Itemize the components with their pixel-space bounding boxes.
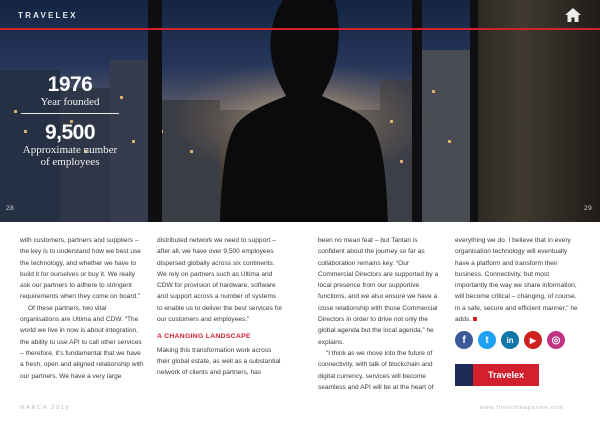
column-3 — [318, 235, 444, 393]
stat-label-line1: Approximate number — [22, 144, 118, 156]
column-4 — [455, 235, 583, 325]
linkedin-icon[interactable]: in — [501, 331, 519, 349]
paragraph: Of these partners, two vital organisations are Ultima and CDW. “The world we live in now is about integration, the ability to use API to call other services – therefore, it’s fundamental that we have a fresh, open and aligned relationship with our partners. We have a very large — [20, 304, 144, 380]
header-rule — [0, 28, 600, 30]
page-number-right: 29 — [584, 205, 593, 212]
column-2 — [157, 235, 283, 379]
section-heading: A CHANGING LANDSCAPE — [157, 333, 251, 341]
paragraph: distributed network we need to support – after all, we have over 9,500 employees dispersed globally across six continents. We rely on partners such as Ultima and CDW for provision of hardware, software and support across a number of systems to enable us to deliver the best services for our customers and employees.” — [157, 237, 283, 324]
paragraph: “I think as we move into the future of connectivity, with talk of blockchain and digital currency, services will become seamless and API will be at the heart of — [318, 349, 434, 391]
twitter-icon[interactable]: t — [478, 331, 496, 349]
website-url[interactable]: www.fintechmagazine.com — [480, 405, 564, 411]
instagram-icon[interactable]: ◎ — [547, 331, 565, 349]
logo-text: Travelex — [473, 364, 539, 386]
home-icon[interactable] — [565, 8, 581, 22]
youtube-icon[interactable]: ▶ — [524, 331, 542, 349]
stat-label-line2: of employees — [40, 156, 100, 168]
social-links — [455, 331, 565, 349]
paragraph: with customers, partners and suppliers – the key is to understand how we best use the technology, and whether we have to build it for ourselves or buy it. We really ask our partners to adhere to stringent requirements when they come on board.” — [20, 237, 141, 301]
page-number-left: 28 — [6, 205, 15, 212]
stat-label: Year founded — [40, 96, 100, 108]
end-mark — [473, 317, 477, 321]
travelex-logo[interactable] — [455, 364, 539, 386]
column-1 — [20, 235, 146, 382]
issue-date: MARCH 2019 — [20, 405, 70, 411]
logo-mark — [455, 364, 473, 386]
stat-divider — [21, 113, 119, 114]
stat-value: 1976 — [47, 73, 93, 96]
stat-founded — [0, 74, 140, 108]
paragraph: been no mean feat – but Tantari is confident about the journey so far as collaboration remains key. “Our Commercial Directors are supported by a local presence from our supportive functions, and we also ensure we have a close relationship with those Commercial Directors in order to drive not only the global agenda but the local agenda,” he explains. — [318, 237, 439, 346]
paragraph: everything we do. I believe that in every organisation technology will eventually have a platform and transform their business. Connectivity, but most importantly the way we share information, will become critical – changing, of course, in a safe, secure and efficient manner,” he adds. — [455, 237, 578, 324]
paragraph: Making this transformation work across their global estate, as well as a substantial network of clients and partners, has — [157, 346, 281, 377]
facebook-icon[interactable]: f — [455, 331, 473, 349]
stat-value: 9,500 — [44, 121, 96, 144]
stat-employees — [0, 122, 140, 168]
brand-label: TRAVELEX — [18, 11, 78, 20]
